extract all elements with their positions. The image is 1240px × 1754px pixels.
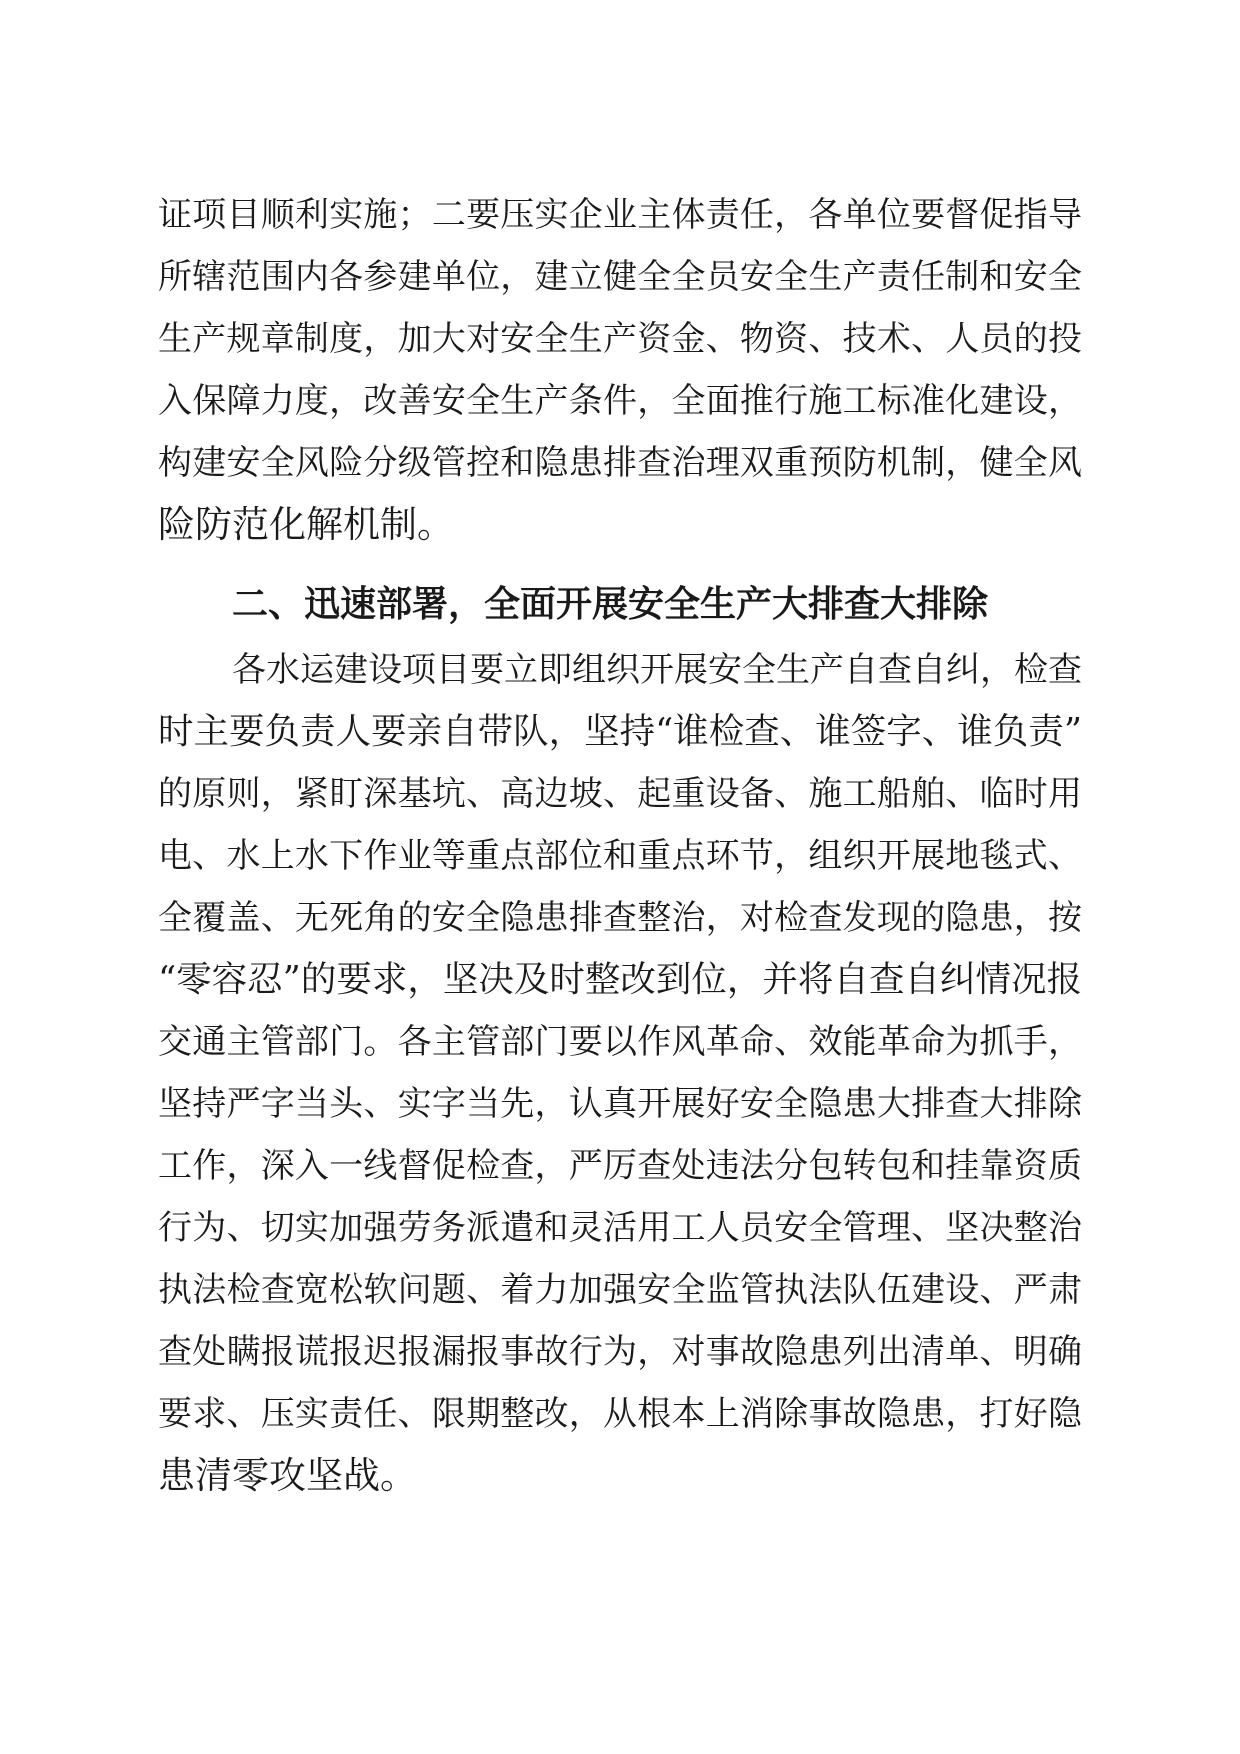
section2-line-10: 行为、切实加强劳务派遣和灵活用工人员安全管理、坚决整治 [158,1208,1082,1248]
section2-line-1: 各水运建设项目要立即组织开展安全生产自查自纠，检查 [232,650,1082,690]
section2-line-11: 执法检查宽松软问题、着力加强安全监管执法队伍建设、严肃 [158,1270,1082,1310]
paragraph1-line-1: 证项目顺利实施；二要压实企业主体责任，各单位要督促指导 [158,195,1082,235]
section2-line-12: 查处瞒报谎报迟报漏报事故行为，对事故隐患列出清单、明确 [158,1332,1082,1372]
section2-line-2: 时主要负责人要亲自带队，坚持“谁检查、谁签字、谁负责” [158,711,1082,752]
section2-line-7: 交通主管部门。各主管部门要以作风革命、效能革命为抓手， [158,1022,1082,1062]
section2-line-3: 的原则，紧盯深基坑、高边坡、起重设备、施工船舶、临时用 [158,774,1082,814]
section2-line-5: 全覆盖、无死角的安全隐患排查整治，对检查发现的隐患，按 [158,898,1082,938]
section2-line-4: 电、水上水下作业等重点部位和重点环节，组织开展地毯式、 [158,836,1082,876]
section2-line-13: 要求、压实责任、限期整改，从根本上消除事故隐患，打好隐 [158,1394,1082,1434]
section2-line-6: “零容忍”的要求，坚决及时整改到位，并将自查自纠情况报 [158,959,1082,1000]
paragraph1-line-3: 生产规章制度，加大对安全生产资金、物资、技术、人员的投 [158,319,1082,359]
paragraph1-line-5: 构建安全风险分级管控和隐患排查治理双重预防机制，健全风 [158,443,1082,483]
section-heading: 二、迅速部署，全面开展安全生产大排查大排除 [232,584,989,625]
paragraph1-line-2: 所辖范围内各参建单位，建立健全全员安全生产责任制和安全 [158,257,1082,297]
paragraph1-line-4: 入保障力度，改善安全生产条件，全面推行施工标准化建设， [158,381,1082,421]
section2-line-14: 患清零攻坚战。 [158,1454,417,1497]
paragraph1-line-6: 险防范化解机制。 [158,503,454,546]
section2-line-9: 工作，深入一线督促检查，严厉查处违法分包转包和挂靠资质 [158,1146,1082,1186]
section2-line-8: 坚持严字当头、实字当先，认真开展好安全隐患大排查大排除 [158,1084,1082,1124]
